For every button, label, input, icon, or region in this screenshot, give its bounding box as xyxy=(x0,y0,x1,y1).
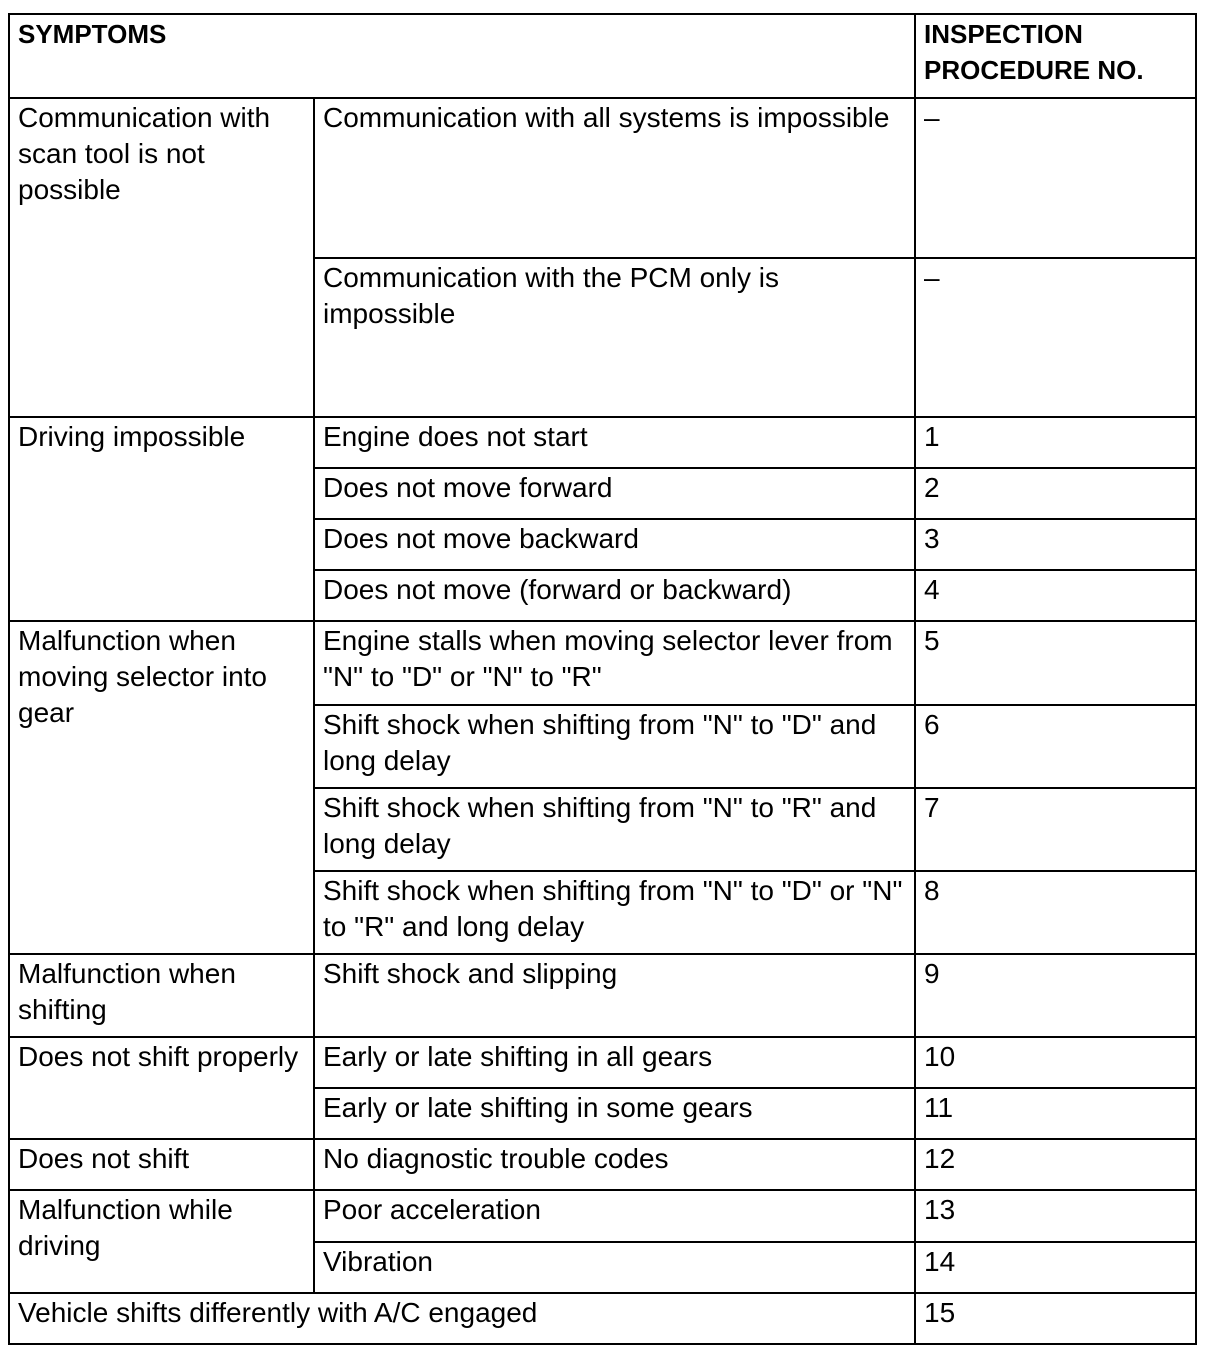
symptom-cell: No diagnostic trouble codes xyxy=(314,1139,915,1190)
table-row xyxy=(9,417,1196,468)
procedure-no-cell: 5 xyxy=(915,621,1196,705)
procedure-no-cell: 9 xyxy=(915,954,1196,1037)
procedure-no-cell: 7 xyxy=(915,788,1196,871)
category-cell: Malfunction while driving xyxy=(9,1190,314,1293)
table-row xyxy=(9,1037,1196,1088)
symptom-cell: Communication with the PCM only is impossible xyxy=(314,258,915,417)
table-row xyxy=(9,954,1196,1037)
symptom-cell: Vibration xyxy=(314,1242,915,1293)
header-row xyxy=(9,14,1196,98)
symptom-cell: Communication with all systems is impossible xyxy=(314,98,915,258)
symptom-cell: Shift shock when shifting from "N" to "R" and long delay xyxy=(314,788,915,871)
symptom-cell: Early or late shifting in all gears xyxy=(314,1037,915,1088)
symptom-cell: Engine does not start xyxy=(314,417,915,468)
procedure-no-cell: 13 xyxy=(915,1190,1196,1242)
procedure-no-cell: – xyxy=(915,98,1196,258)
procedure-no-cell: 15 xyxy=(915,1293,1196,1344)
procedure-no-cell: 1 xyxy=(915,417,1196,468)
procedure-no-cell: 14 xyxy=(915,1242,1196,1293)
symptoms-header: SYMPTOMS xyxy=(9,14,915,98)
procedure-no-cell: 6 xyxy=(915,705,1196,788)
table-row xyxy=(9,621,1196,705)
category-cell: Does not shift properly xyxy=(9,1037,314,1139)
procedure-no-cell: 2 xyxy=(915,468,1196,519)
symptom-cell: Engine stalls when moving selector lever from "N" to "D" or "N" to "R" xyxy=(314,621,915,705)
table-row xyxy=(9,98,1196,258)
table-row xyxy=(9,1139,1196,1190)
symptom-cell: Early or late shifting in some gears xyxy=(314,1088,915,1139)
procedure-no-cell: 4 xyxy=(915,570,1196,621)
table-row xyxy=(9,1190,1196,1242)
symptom-cell: Does not move (forward or backward) xyxy=(314,570,915,621)
procedure-no-cell: 8 xyxy=(915,871,1196,954)
procedure-no-cell: 3 xyxy=(915,519,1196,570)
symptom-cell: Poor acceleration xyxy=(314,1190,915,1242)
symptom-cell: Does not move backward xyxy=(314,519,915,570)
symptom-cell: Shift shock when shifting from "N" to "D" or "N" to "R" and long delay xyxy=(314,871,915,954)
category-cell: Communication with scan tool is not possible xyxy=(9,98,314,417)
procedure-no-cell: 12 xyxy=(915,1139,1196,1190)
category-cell: Driving impossible xyxy=(9,417,314,621)
procedure-no-cell: – xyxy=(915,258,1196,417)
category-cell: Malfunction when moving selector into gear xyxy=(9,621,314,954)
symptom-cell: Does not move forward xyxy=(314,468,915,519)
symptom-cell: Shift shock and slipping xyxy=(314,954,915,1037)
symptom-cell: Vehicle shifts differently with A/C engaged xyxy=(9,1293,915,1344)
inspection-procedure-header: INSPECTION PROCEDURE NO. xyxy=(915,14,1196,98)
table-row xyxy=(9,1293,1196,1344)
symptom-cell: Shift shock when shifting from "N" to "D" and long delay xyxy=(314,705,915,788)
category-cell: Does not shift xyxy=(9,1139,314,1190)
category-cell: Malfunction when shifting xyxy=(9,954,314,1037)
symptom-chart-table xyxy=(8,13,1197,1345)
procedure-no-cell: 11 xyxy=(915,1088,1196,1139)
procedure-no-cell: 10 xyxy=(915,1037,1196,1088)
